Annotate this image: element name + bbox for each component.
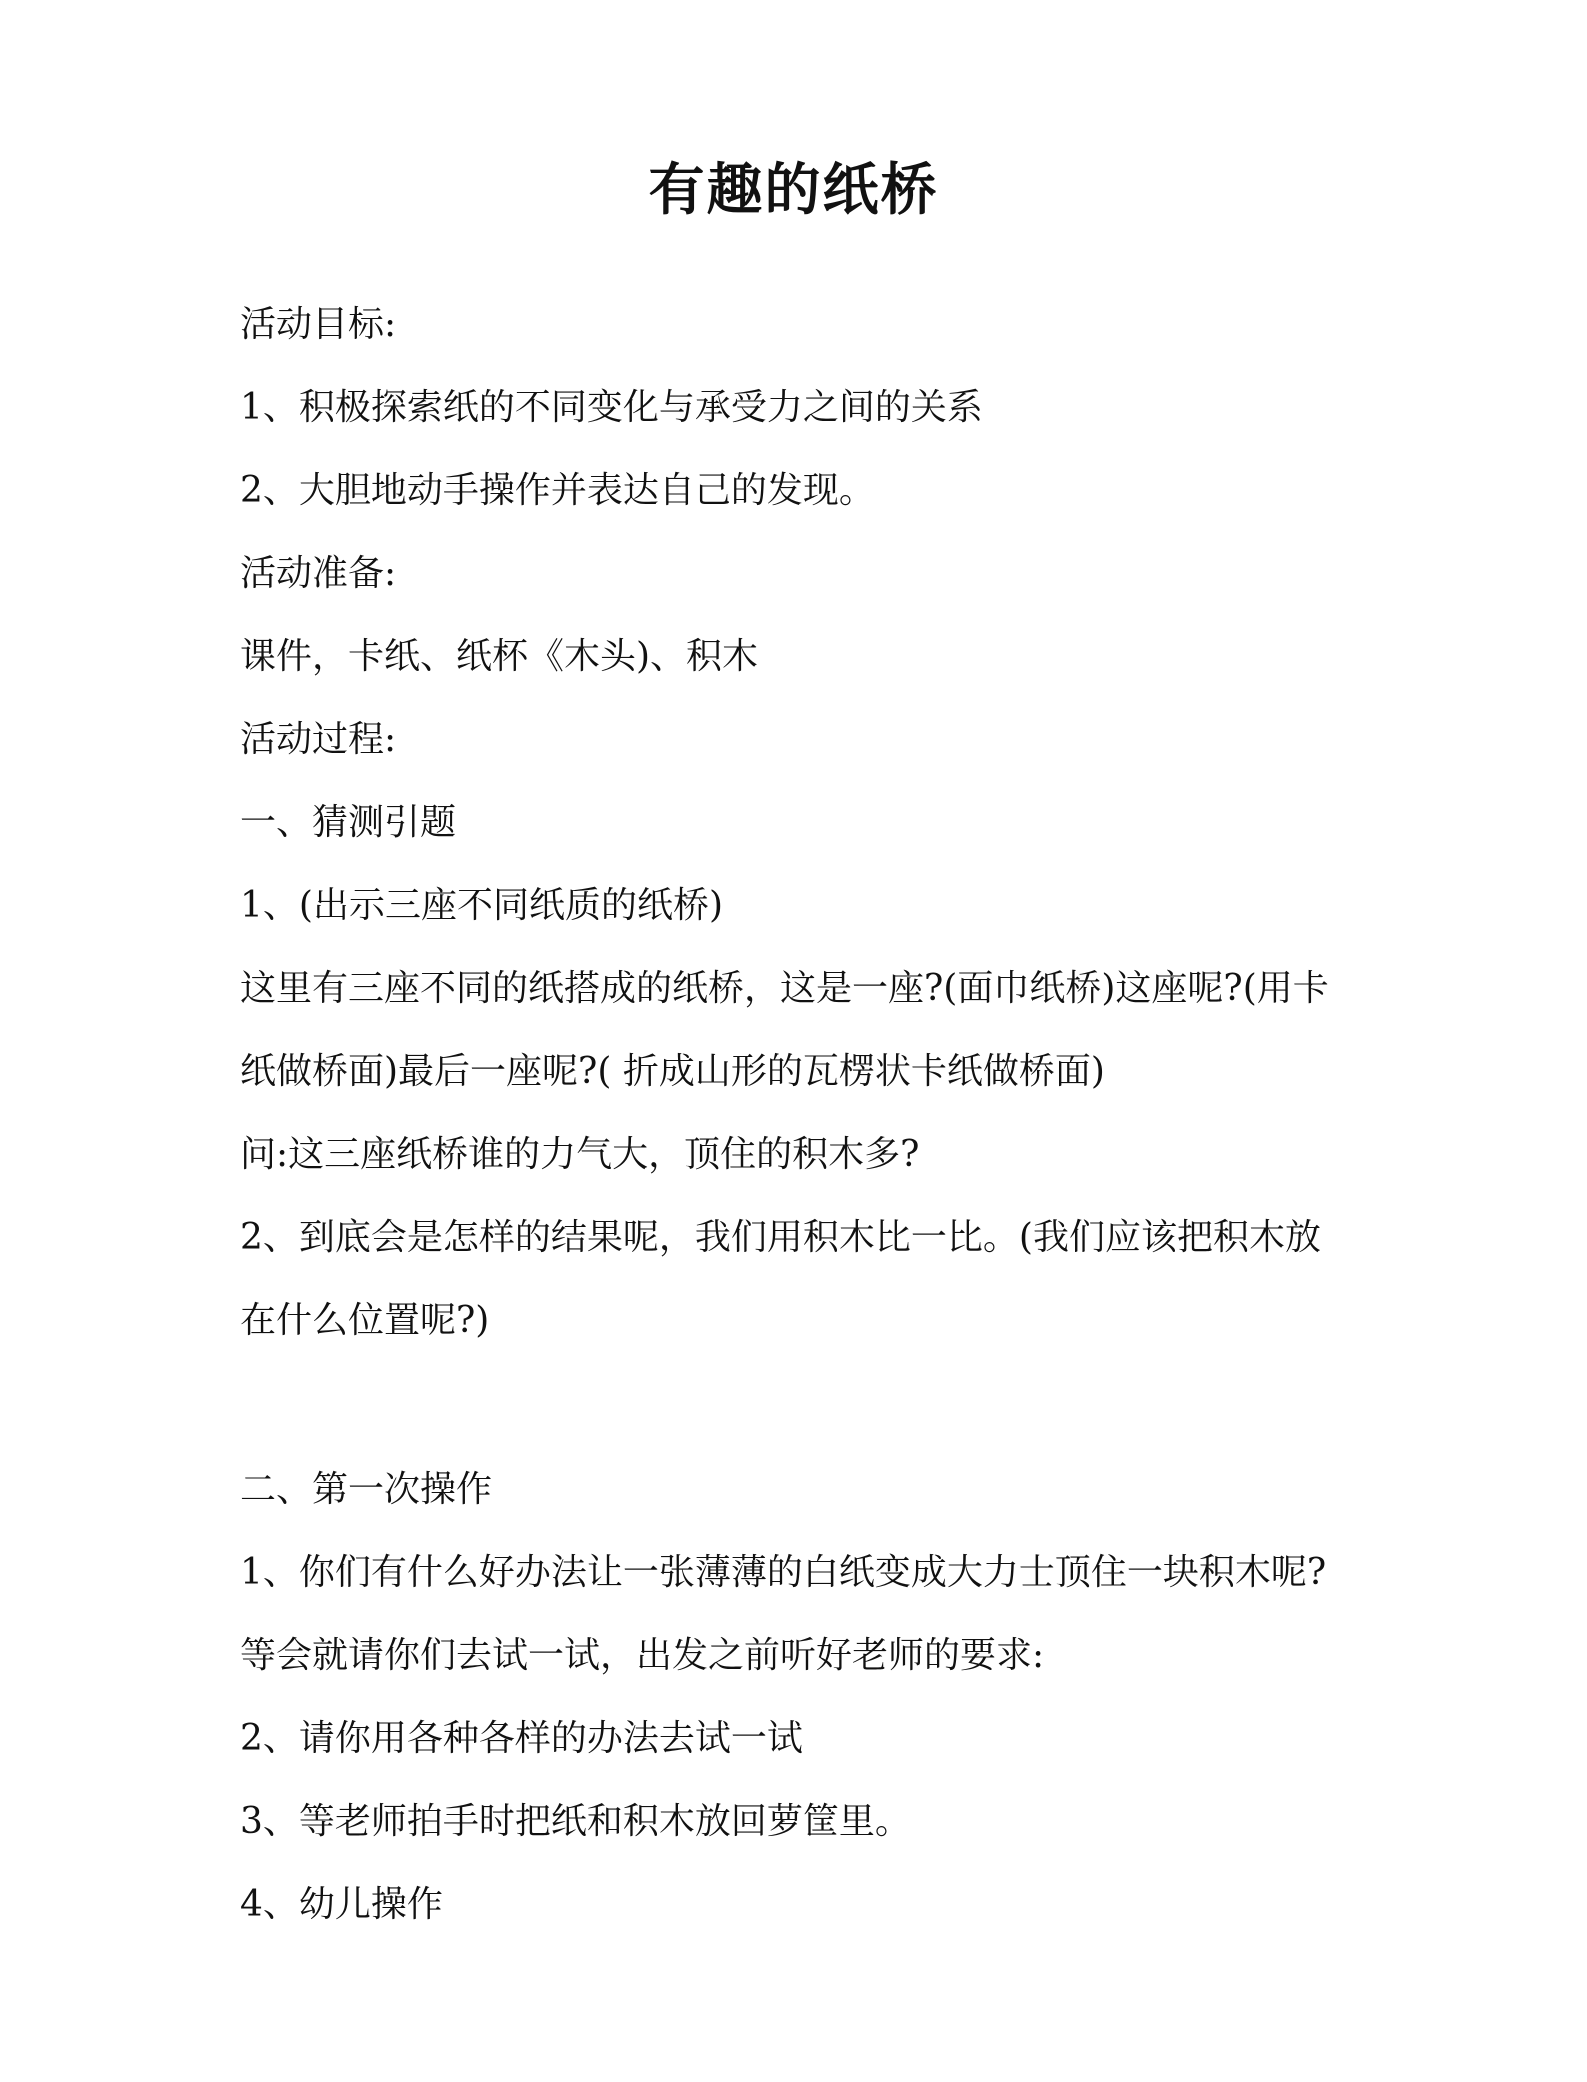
section-heading-process: 活动过程: bbox=[240, 719, 397, 760]
process-step-text: 4、幼儿操作 bbox=[240, 1884, 443, 1925]
process-step-text: 1、你们有什么好办法让一张薄薄的白纸变成大力士顶住一块积木呢? bbox=[240, 1552, 1327, 1593]
goal-item-2: 2、大胆地动手操作并表达自己的发现。 bbox=[240, 470, 875, 511]
process-part-1-heading: 一、猜测引题 bbox=[240, 802, 457, 843]
process-step-text: 这里有三座不同的纸搭成的纸桥，这是一座?(面巾纸桥)这座呢?(用卡 bbox=[240, 968, 1329, 1009]
section-heading-goals: 活动目标: bbox=[240, 304, 397, 345]
process-step-text: 1、(出示三座不同纸质的纸桥) bbox=[240, 885, 723, 926]
process-step-text: 纸做桥面)最后一座呢?( 折成山形的瓦楞状卡纸做桥面) bbox=[240, 1051, 1105, 1092]
process-step-text: 问:这三座纸桥谁的力气大，顶住的积木多? bbox=[240, 1134, 920, 1175]
process-part-2-heading: 二、第一次操作 bbox=[240, 1469, 493, 1510]
section-heading-preparation: 活动准备: bbox=[240, 553, 397, 594]
process-step-text: 2、请你用各种各样的办法去试一试 bbox=[240, 1718, 803, 1759]
process-step-text: 在什么位置呢?) bbox=[240, 1300, 490, 1341]
process-step-text: 等会就请你们去试一试，出发之前听好老师的要求: bbox=[240, 1635, 1045, 1676]
goal-item-1: 1、积极探索纸的不同变化与承受力之间的关系 bbox=[240, 387, 983, 428]
preparation-materials: 课件，卡纸、纸杯《木头)、积木 bbox=[240, 636, 759, 677]
document-title: 有趣的纸桥 bbox=[648, 157, 939, 223]
process-step-text: 2、到底会是怎样的结果呢，我们用积木比一比。(我们应该把积木放 bbox=[240, 1217, 1321, 1258]
process-step-text: 3、等老师拍手时把纸和积木放回萝筐里。 bbox=[240, 1801, 911, 1842]
